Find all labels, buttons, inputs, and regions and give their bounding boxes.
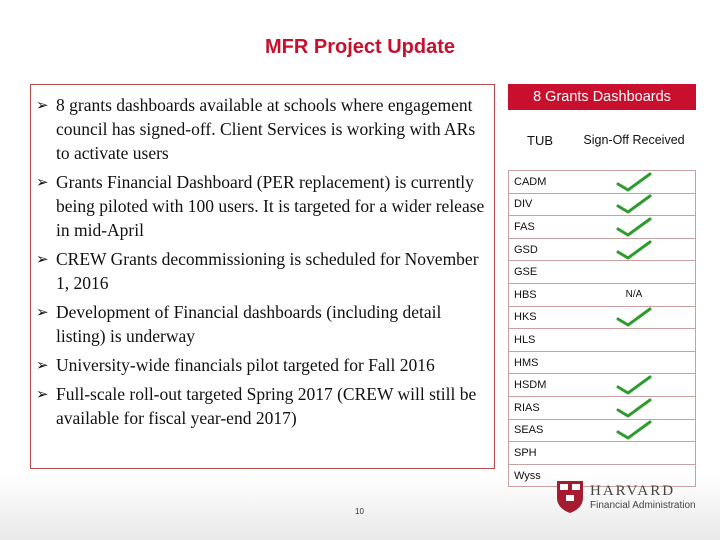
table-row	[509, 171, 696, 194]
list-item: ➢ Development of Financial dashboards (including detail listing) is underway	[36, 302, 442, 346]
arrow-bullet-icon: ➢	[36, 96, 49, 114]
signoff-status	[573, 352, 695, 374]
list-item: ➢ 8 grants dashboards available at schools where engagement council has signed-off. Client Services is working with ARs to activate users	[36, 95, 476, 163]
signoff-status	[573, 171, 695, 193]
signoff-status	[573, 307, 695, 329]
dashboard-grid	[508, 170, 696, 487]
dashboard-table-header: 8 Grants Dashboards	[508, 84, 696, 110]
dashboard-table	[508, 84, 696, 487]
checkmark-icon	[616, 307, 652, 327]
school-code: GSE	[514, 266, 538, 279]
logo-name: HARVARD	[590, 482, 676, 499]
logo-subtitle: Financial Administration	[590, 499, 696, 511]
signoff-status	[573, 194, 695, 216]
harvard-shield-icon	[556, 480, 584, 514]
signoff-status	[573, 374, 695, 396]
signoff-status	[573, 261, 695, 283]
school-code: HSDM	[514, 379, 547, 392]
school-code: SPH	[514, 446, 537, 459]
column-header-signoff: Sign-Off Received	[583, 132, 685, 147]
bullet-list	[31, 93, 491, 435]
checkmark-icon	[616, 172, 652, 192]
arrow-bullet-icon: ➢	[36, 250, 49, 268]
school-code: HLS	[514, 333, 536, 346]
signoff-status	[573, 284, 695, 306]
table-row	[509, 442, 696, 465]
table-row	[509, 261, 696, 284]
signoff-status	[573, 397, 695, 419]
school-code: DIV	[514, 198, 533, 211]
school-code: HBS	[514, 288, 537, 301]
table-row	[509, 374, 696, 397]
signoff-status	[573, 329, 695, 351]
table-row	[509, 397, 696, 420]
checkmark-icon	[616, 194, 652, 214]
checkmark-icon	[616, 398, 652, 418]
table-row	[509, 194, 696, 217]
arrow-bullet-icon: ➢	[36, 356, 49, 374]
table-row	[509, 284, 696, 307]
table-row	[509, 420, 696, 443]
signoff-status	[573, 420, 695, 442]
arrow-bullet-icon: ➢	[36, 385, 49, 403]
column-header-tub: TUB	[527, 132, 553, 148]
status-text: N/A	[625, 289, 643, 301]
school-code: HKS	[514, 311, 537, 324]
page-number: 10	[355, 507, 364, 516]
table-row	[509, 352, 696, 375]
bullet-box	[30, 84, 495, 469]
signoff-status	[573, 216, 695, 238]
school-code: SEAS	[514, 424, 544, 437]
table-row	[509, 216, 696, 239]
table-row	[509, 239, 696, 262]
page-title: MFR Project Update	[264, 36, 456, 58]
school-code: Wyss	[514, 469, 541, 482]
list-item: ➢ Full-scale roll-out targeted Spring 2017 (CREW will still be available for fiscal year-end 2017)	[36, 384, 477, 428]
table-row	[509, 329, 696, 352]
school-code: HMS	[514, 356, 539, 369]
checkmark-icon	[616, 217, 652, 237]
school-code: RIAS	[514, 401, 540, 414]
school-code: CADM	[514, 175, 547, 188]
checkmark-icon	[616, 240, 652, 260]
harvard-logo	[556, 480, 696, 514]
column-headers	[508, 110, 696, 170]
table-row	[509, 307, 696, 330]
list-item: ➢ University-wide financials pilot targeted for Fall 2016	[36, 355, 435, 375]
signoff-status	[573, 442, 695, 464]
school-code: GSD	[514, 243, 538, 256]
list-item: ➢ CREW Grants decommissioning is scheduled for November 1, 2016	[36, 249, 479, 293]
signoff-status	[573, 239, 695, 261]
school-code: FAS	[514, 220, 535, 233]
arrow-bullet-icon: ➢	[36, 173, 49, 191]
list-item: ➢ Grants Financial Dashboard (PER replacement) is currently being piloted with 100 users. It is targeted for a wider release in mid-April	[36, 172, 485, 240]
checkmark-icon	[616, 420, 652, 440]
checkmark-icon	[616, 375, 652, 395]
arrow-bullet-icon: ➢	[36, 303, 49, 321]
